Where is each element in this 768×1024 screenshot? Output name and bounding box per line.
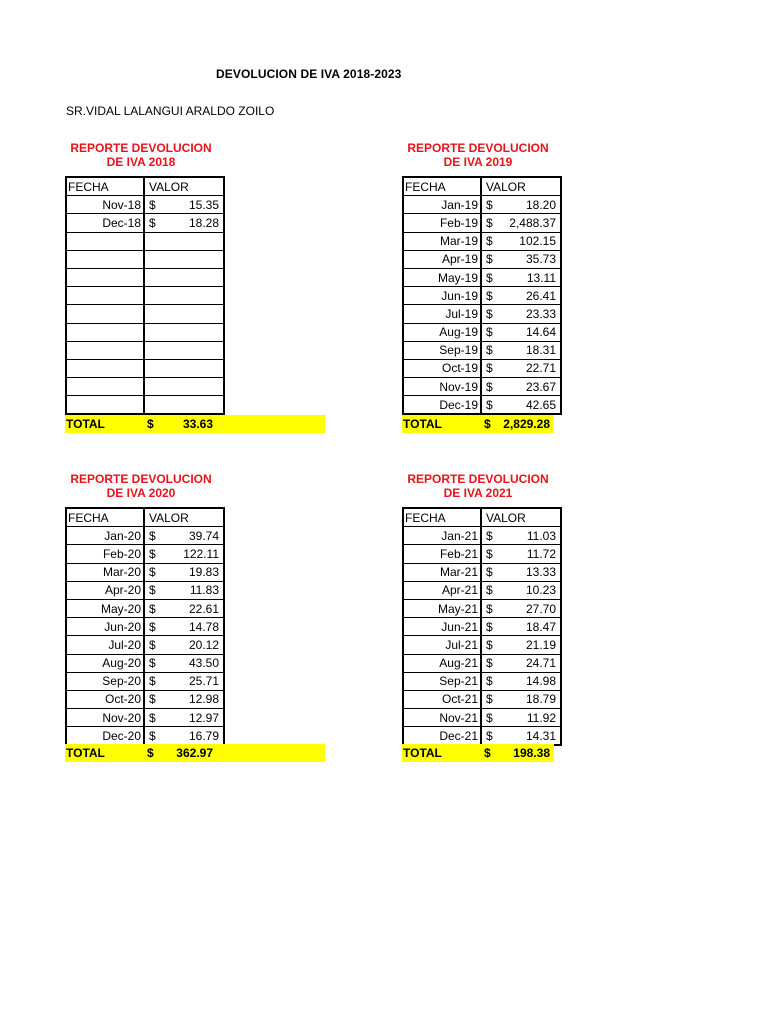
total-label: TOTAL — [66, 746, 105, 760]
table-header-row — [403, 177, 561, 196]
table-row — [66, 654, 224, 672]
table-row — [403, 654, 561, 672]
table-row — [66, 527, 224, 545]
amount: 23.67 — [525, 379, 556, 394]
report-title-line1: REPORTE DEVOLUCION — [70, 472, 212, 486]
valor-cell — [481, 378, 561, 396]
currency-symbol: $ — [486, 637, 493, 652]
amount: 18.79 — [525, 692, 556, 707]
report-table — [65, 176, 225, 415]
table-header-row — [403, 508, 561, 527]
valor-cell — [481, 636, 561, 654]
currency-symbol: $ — [149, 710, 156, 725]
fecha-cell: Sep-19 — [403, 341, 481, 359]
fecha-cell: Apr-20 — [66, 581, 144, 599]
total-row — [402, 744, 554, 762]
valor-cell — [481, 672, 561, 690]
currency-symbol: $ — [486, 325, 493, 340]
valor-cell — [481, 563, 561, 581]
currency-symbol: $ — [486, 692, 493, 707]
fecha-cell: Feb-21 — [403, 545, 481, 563]
table-row — [403, 690, 561, 708]
table-header-row — [66, 177, 224, 196]
valor-cell — [481, 581, 561, 599]
currency-symbol: $ — [486, 215, 493, 230]
amount: 19.83 — [188, 565, 219, 580]
table-row — [403, 527, 561, 545]
valor-cell — [144, 581, 224, 599]
report-title-line2: DE IVA 2019 — [443, 154, 513, 169]
amount: 22.61 — [188, 601, 219, 616]
currency-symbol: $ — [486, 306, 493, 321]
table-row — [66, 581, 224, 599]
fecha-cell: Oct-20 — [66, 690, 144, 708]
valor-cell — [144, 636, 224, 654]
report-title-line1: REPORTE DEVOLUCION — [407, 472, 549, 486]
report-title-line1: REPORTE DEVOLUCION — [70, 141, 212, 155]
amount: 18.47 — [525, 619, 556, 634]
valor-header: VALOR — [481, 177, 561, 196]
table-row — [66, 378, 224, 396]
fecha-cell: May-20 — [66, 599, 144, 617]
currency-symbol: $ — [486, 528, 493, 543]
total-amount: 2,829.28 — [503, 417, 550, 431]
valor-cell — [144, 287, 224, 305]
fecha-cell: Jun-21 — [403, 618, 481, 636]
fecha-header: FECHA — [403, 508, 481, 527]
fecha-cell — [66, 341, 144, 359]
table-row — [66, 599, 224, 617]
table-row — [66, 545, 224, 563]
fecha-cell: Nov-20 — [66, 709, 144, 727]
table-row — [403, 287, 561, 305]
fecha-cell — [66, 323, 144, 341]
fecha-cell: Oct-21 — [403, 690, 481, 708]
currency-symbol: $ — [149, 728, 156, 743]
table-row — [66, 323, 224, 341]
valor-cell — [144, 690, 224, 708]
valor-cell — [481, 545, 561, 563]
table-row — [66, 672, 224, 690]
amount: 42.65 — [525, 397, 556, 412]
amount: 18.28 — [188, 215, 219, 230]
amount: 2,488.37 — [509, 215, 556, 230]
table-row — [66, 563, 224, 581]
total-row — [65, 415, 325, 433]
fecha-cell: Jan-21 — [403, 527, 481, 545]
report-title — [402, 473, 554, 500]
fecha-cell: Dec-21 — [403, 727, 481, 746]
table-row — [66, 359, 224, 377]
fecha-cell: Mar-19 — [403, 232, 481, 250]
currency-symbol: $ — [486, 270, 493, 285]
valor-cell — [481, 214, 561, 232]
table-row — [403, 581, 561, 599]
report-table — [402, 176, 562, 415]
table-row — [66, 396, 224, 415]
fecha-header: FECHA — [403, 177, 481, 196]
report-table — [402, 507, 562, 746]
table-row — [403, 305, 561, 323]
fecha-cell: Mar-20 — [66, 563, 144, 581]
total-currency: $ — [147, 417, 154, 431]
amount: 14.31 — [525, 728, 556, 743]
valor-cell — [144, 378, 224, 396]
fecha-cell: Jan-19 — [403, 196, 481, 214]
table-row — [403, 359, 561, 377]
valor-cell — [481, 196, 561, 214]
table-row — [403, 323, 561, 341]
amount: 14.78 — [188, 619, 219, 634]
fecha-cell: Jan-20 — [66, 527, 144, 545]
total-label: TOTAL — [403, 417, 442, 431]
currency-symbol: $ — [486, 583, 493, 598]
valor-cell — [481, 305, 561, 323]
table-row — [66, 636, 224, 654]
total-label: TOTAL — [66, 417, 105, 431]
amount: 11.92 — [526, 710, 556, 725]
fecha-cell — [66, 378, 144, 396]
amount: 18.20 — [525, 197, 556, 212]
table-row — [403, 378, 561, 396]
fecha-cell — [66, 396, 144, 415]
amount: 21.19 — [525, 637, 556, 652]
valor-cell — [144, 727, 224, 746]
amount: 12.98 — [188, 692, 219, 707]
currency-symbol: $ — [486, 565, 493, 580]
total-row — [65, 744, 325, 762]
table-row — [403, 196, 561, 214]
currency-symbol: $ — [486, 288, 493, 303]
fecha-cell: Aug-19 — [403, 323, 481, 341]
table-row — [403, 250, 561, 268]
valor-cell — [481, 323, 561, 341]
valor-cell — [144, 618, 224, 636]
valor-cell — [144, 709, 224, 727]
valor-cell — [144, 250, 224, 268]
report-title — [402, 142, 554, 169]
table-row — [403, 599, 561, 617]
table-header-row — [66, 508, 224, 527]
total-currency: $ — [484, 746, 491, 760]
currency-symbol: $ — [149, 692, 156, 707]
table-row — [66, 232, 224, 250]
currency-symbol: $ — [149, 637, 156, 652]
amount: 11.03 — [526, 528, 556, 543]
table-row — [66, 196, 224, 214]
currency-symbol: $ — [486, 252, 493, 267]
report-title-line1: REPORTE DEVOLUCION — [407, 141, 549, 155]
valor-cell — [481, 690, 561, 708]
amount: 22.71 — [525, 361, 556, 376]
valor-cell — [144, 672, 224, 690]
currency-symbol: $ — [149, 215, 156, 230]
document-title: DEVOLUCION DE IVA 2018-2023 — [216, 67, 402, 81]
fecha-cell: Nov-21 — [403, 709, 481, 727]
currency-symbol: $ — [486, 619, 493, 634]
valor-cell — [144, 305, 224, 323]
fecha-cell — [66, 287, 144, 305]
valor-cell — [144, 341, 224, 359]
currency-symbol: $ — [486, 710, 493, 725]
currency-symbol: $ — [149, 619, 156, 634]
valor-cell — [144, 268, 224, 286]
amount: 11.72 — [526, 546, 556, 561]
fecha-cell: Aug-21 — [403, 654, 481, 672]
table-row — [66, 341, 224, 359]
valor-cell — [481, 727, 561, 746]
fecha-cell — [66, 305, 144, 323]
valor-cell — [144, 527, 224, 545]
fecha-cell: Apr-21 — [403, 581, 481, 599]
table-row — [66, 214, 224, 232]
valor-cell — [481, 709, 561, 727]
amount: 122.11 — [183, 546, 219, 561]
table-row — [403, 727, 561, 746]
valor-cell — [144, 654, 224, 672]
valor-cell — [144, 232, 224, 250]
valor-header: VALOR — [144, 508, 224, 527]
report-title — [65, 473, 217, 500]
table-row — [403, 268, 561, 286]
table-row — [403, 214, 561, 232]
currency-symbol: $ — [486, 379, 493, 394]
fecha-cell: Sep-20 — [66, 672, 144, 690]
table-row — [66, 287, 224, 305]
currency-symbol: $ — [486, 197, 493, 212]
currency-symbol: $ — [486, 674, 493, 689]
table-row — [403, 232, 561, 250]
valor-cell — [144, 323, 224, 341]
total-currency: $ — [484, 417, 491, 431]
currency-symbol: $ — [486, 234, 493, 249]
currency-symbol: $ — [486, 546, 493, 561]
valor-cell — [144, 196, 224, 214]
total-label: TOTAL — [403, 746, 442, 760]
fecha-cell: Jul-20 — [66, 636, 144, 654]
currency-symbol: $ — [149, 528, 156, 543]
fecha-cell: Jul-21 — [403, 636, 481, 654]
valor-header: VALOR — [481, 508, 561, 527]
total-amount: 198.38 — [513, 746, 550, 760]
valor-cell — [481, 341, 561, 359]
amount: 15.35 — [188, 197, 219, 212]
amount: 18.31 — [525, 343, 556, 358]
fecha-cell: Feb-19 — [403, 214, 481, 232]
report-title — [65, 142, 217, 169]
amount: 43.50 — [188, 656, 219, 671]
fecha-cell: Nov-18 — [66, 196, 144, 214]
amount: 16.79 — [188, 728, 219, 743]
valor-cell — [481, 250, 561, 268]
table-row — [403, 618, 561, 636]
amount: 10.23 — [525, 583, 556, 598]
fecha-cell: Jul-19 — [403, 305, 481, 323]
valor-header: VALOR — [144, 177, 224, 196]
valor-cell — [481, 232, 561, 250]
currency-symbol: $ — [149, 197, 156, 212]
amount: 24.71 — [525, 656, 556, 671]
valor-cell — [481, 618, 561, 636]
fecha-cell: Dec-18 — [66, 214, 144, 232]
table-row — [66, 268, 224, 286]
amount: 25.71 — [188, 674, 219, 689]
report-title-line2: DE IVA 2018 — [106, 154, 176, 169]
table-row — [66, 305, 224, 323]
fecha-cell: Dec-19 — [403, 396, 481, 415]
table-row — [403, 563, 561, 581]
fecha-cell: May-19 — [403, 268, 481, 286]
fecha-cell: May-21 — [403, 599, 481, 617]
amount: 20.12 — [188, 637, 219, 652]
valor-cell — [481, 599, 561, 617]
total-currency: $ — [147, 746, 154, 760]
valor-cell — [481, 287, 561, 305]
amount: 13.33 — [525, 565, 556, 580]
fecha-cell — [66, 359, 144, 377]
subject-name: SR.VIDAL LALANGUI ARALDO ZOILO — [66, 104, 275, 118]
currency-symbol: $ — [149, 601, 156, 616]
currency-symbol: $ — [486, 343, 493, 358]
total-amount: 362.97 — [176, 746, 213, 760]
amount: 23.33 — [525, 306, 556, 321]
fecha-cell: Sep-21 — [403, 672, 481, 690]
table-row — [66, 618, 224, 636]
valor-cell — [144, 214, 224, 232]
fecha-cell: Feb-20 — [66, 545, 144, 563]
total-amount: 33.63 — [182, 417, 213, 431]
fecha-cell: Nov-19 — [403, 378, 481, 396]
currency-symbol: $ — [149, 565, 156, 580]
valor-cell — [481, 268, 561, 286]
fecha-cell — [66, 268, 144, 286]
fecha-cell: Aug-20 — [66, 654, 144, 672]
fecha-cell — [66, 250, 144, 268]
currency-symbol: $ — [486, 656, 493, 671]
fecha-cell: Mar-21 — [403, 563, 481, 581]
table-row — [66, 727, 224, 746]
table-row — [66, 250, 224, 268]
table-row — [403, 672, 561, 690]
fecha-header: FECHA — [66, 508, 144, 527]
table-row — [403, 709, 561, 727]
table-row — [66, 709, 224, 727]
currency-symbol: $ — [149, 546, 156, 561]
valor-cell — [144, 359, 224, 377]
fecha-cell: Jun-20 — [66, 618, 144, 636]
valor-cell — [144, 545, 224, 563]
table-row — [403, 545, 561, 563]
amount: 12.97 — [188, 710, 219, 725]
amount: 13.11 — [526, 270, 556, 285]
fecha-cell: Jun-19 — [403, 287, 481, 305]
currency-symbol: $ — [486, 601, 493, 616]
report-title-line2: DE IVA 2021 — [443, 485, 513, 500]
currency-symbol: $ — [486, 361, 493, 376]
fecha-cell — [66, 232, 144, 250]
currency-symbol: $ — [149, 674, 156, 689]
valor-cell — [144, 599, 224, 617]
table-row — [403, 636, 561, 654]
fecha-cell: Dec-20 — [66, 727, 144, 746]
currency-symbol: $ — [149, 583, 156, 598]
valor-cell — [481, 359, 561, 377]
amount: 27.70 — [525, 601, 556, 616]
currency-symbol: $ — [486, 728, 493, 743]
amount: 39.74 — [188, 528, 219, 543]
report-table — [65, 507, 225, 746]
fecha-cell: Oct-19 — [403, 359, 481, 377]
table-row — [403, 396, 561, 415]
valor-cell — [144, 396, 224, 415]
amount: 14.98 — [525, 674, 556, 689]
amount: 35.73 — [525, 252, 556, 267]
amount: 102.15 — [519, 234, 556, 249]
amount: 26.41 — [525, 288, 556, 303]
valor-cell — [481, 527, 561, 545]
currency-symbol: $ — [486, 397, 493, 412]
valor-cell — [481, 396, 561, 415]
valor-cell — [481, 654, 561, 672]
valor-cell — [144, 563, 224, 581]
fecha-header: FECHA — [66, 177, 144, 196]
total-row — [402, 415, 554, 433]
currency-symbol: $ — [149, 656, 156, 671]
report-title-line2: DE IVA 2020 — [106, 485, 176, 500]
fecha-cell: Apr-19 — [403, 250, 481, 268]
amount: 14.64 — [525, 325, 556, 340]
amount: 11.83 — [189, 583, 219, 598]
table-row — [66, 690, 224, 708]
table-row — [403, 341, 561, 359]
